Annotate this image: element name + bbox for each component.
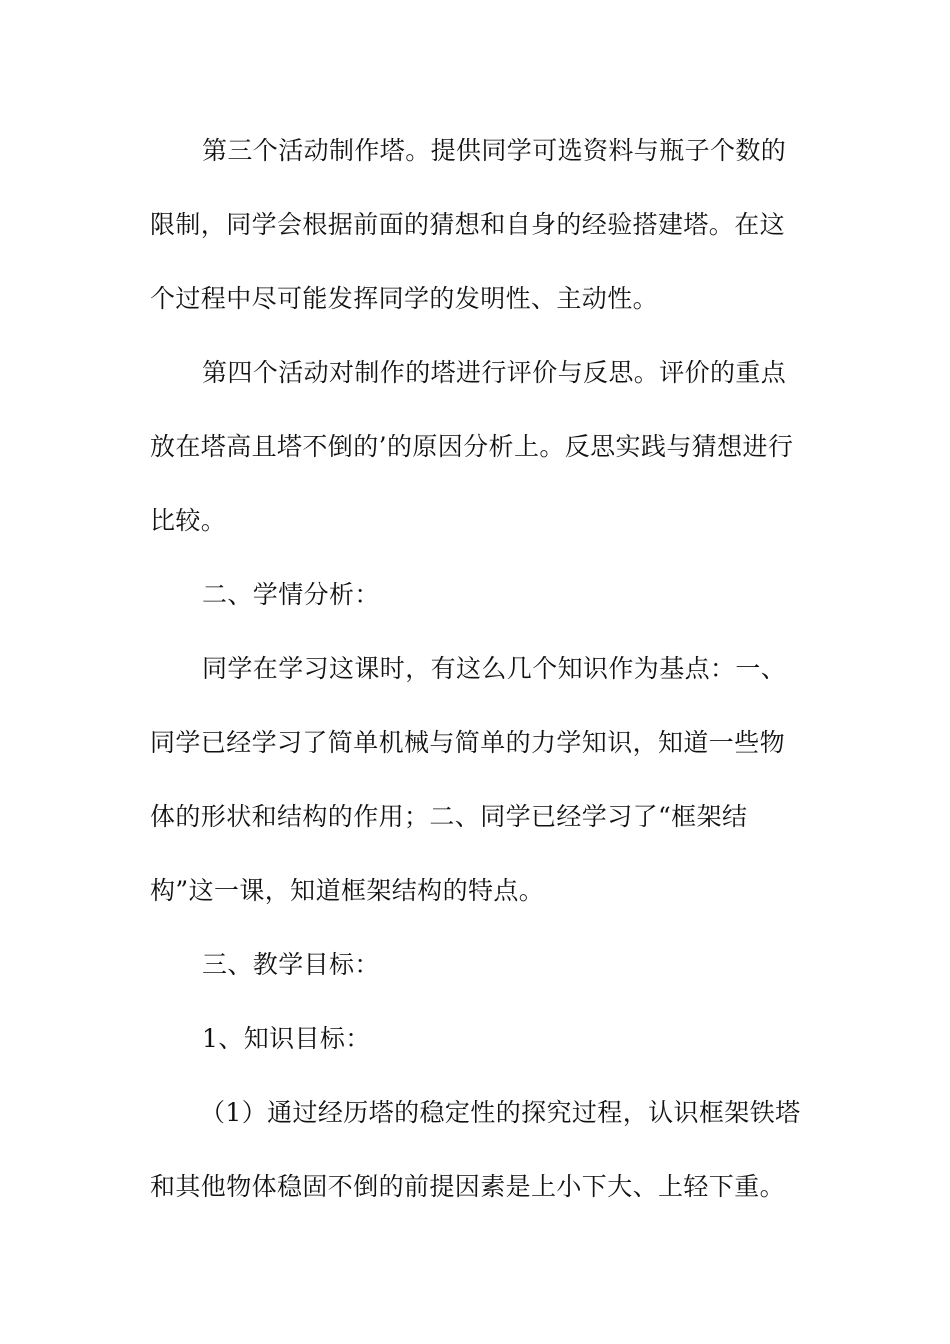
- document-body: [150, 114, 810, 1224]
- paragraph-goal-one: （1）通过经历塔的稳定性的探究过程，认识框架铁塔和其他物体稳固不倒的前提因素是上小下大、上轻下重。: [150, 1098, 801, 1201]
- paragraph-activity-three: 第三个活动制作塔。提供同学可选资料与瓶子个数的限制，同学会根据前面的猜想和自身的经验搭建塔。在这个过程中尽可能发挥同学的发明性、主动性。: [150, 136, 787, 313]
- heading-teaching-goals: 三、教学目标：: [202, 950, 380, 979]
- heading-knowledge-goals: 1、知识目标：: [202, 1024, 371, 1053]
- paragraph-learner-analysis: 同学在学习这课时，有这么几个知识作为基点：一、同学已经学习了简单机械与简单的力学知识，知道一些物体的形状和结构的作用；二、同学已经学习了“框架结构”这一课，知道框架结构的特点。: [150, 654, 787, 905]
- paragraph-activity-four: 第四个活动对制作的塔进行评价与反思。评价的重点放在塔高且塔不倒的’的原因分析上。反思实践与猜想进行比较。: [150, 358, 794, 535]
- heading-learner-analysis: 二、学情分析：: [202, 580, 380, 609]
